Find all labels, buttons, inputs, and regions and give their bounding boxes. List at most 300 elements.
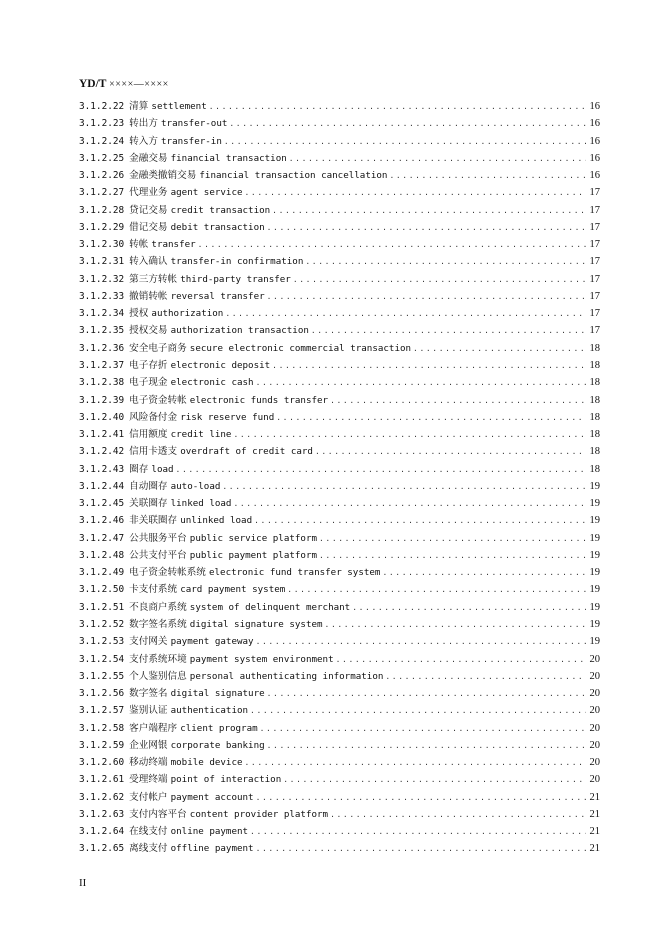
toc-entry-title [129, 771, 281, 788]
toc-entry-page: 16 [589, 135, 600, 147]
toc-entry[interactable] [79, 599, 600, 616]
toc-entry-title-zh: 公共支付平台 [129, 549, 187, 561]
toc-entry-page: 18 [589, 342, 600, 354]
toc-entry-title [129, 737, 264, 754]
toc-entry-number: 3.1.2.33 [79, 290, 125, 302]
toc-entry-number: 3.1.2.65 [79, 843, 125, 855]
toc-entry-page: 17 [589, 204, 600, 216]
toc-entry[interactable] [79, 530, 600, 547]
toc-entry-title-zh: 转出方 [129, 118, 158, 130]
toc-dot-leader [330, 392, 586, 409]
toc-dot-leader [225, 305, 586, 322]
toc-dot-leader [276, 409, 586, 426]
toc-entry-title-en: offline payment [170, 843, 254, 855]
toc-entry-title-zh: 非关联圈存 [129, 515, 178, 527]
toc-entry-title-en: reversal transfer [170, 290, 265, 302]
toc-dot-leader [245, 754, 586, 771]
toc-entry-number: 3.1.2.62 [79, 791, 125, 803]
toc-entry-title-zh: 贷记交易 [129, 204, 168, 216]
toc-entry-title [129, 409, 274, 426]
toc-dot-leader [222, 478, 586, 495]
toc-dot-leader [267, 219, 586, 236]
toc-entry-title [129, 271, 291, 288]
toc-entry-title-zh: 撤销转帐 [129, 290, 168, 302]
standard-code: YD/T [79, 78, 107, 90]
toc-dot-leader [305, 253, 586, 270]
toc-entry-title-zh: 移动终端 [129, 757, 168, 769]
toc-entry-title [129, 184, 242, 201]
toc-entry-title [129, 789, 253, 806]
toc-entry-page: 19 [589, 567, 600, 579]
toc-entry-page: 17 [589, 256, 600, 268]
toc-entry-page: 20 [589, 774, 600, 786]
toc-entry-title [129, 754, 242, 771]
page-number: II [79, 877, 87, 889]
toc-entry[interactable] [79, 840, 600, 857]
toc-entry-page: 19 [589, 498, 600, 510]
toc-entry-title [129, 720, 257, 737]
toc-entry-title [129, 599, 350, 616]
toc-dot-leader [233, 495, 586, 512]
toc-entry-number: 3.1.2.30 [79, 239, 125, 251]
toc-entry-title [129, 495, 231, 512]
toc-entry[interactable] [79, 167, 600, 184]
toc-entry-title-zh: 不良商户系统 [129, 601, 187, 613]
toc-entry-number: 3.1.2.59 [79, 739, 125, 751]
toc-entry-title-zh: 企业网银 [129, 739, 168, 751]
toc-entry-title [129, 340, 411, 357]
toc-dot-leader [272, 357, 586, 374]
toc-entry-title-zh: 个人鉴别信息 [129, 670, 187, 682]
toc-entry-page: 21 [589, 791, 600, 803]
toc-entry-title [129, 823, 248, 840]
toc-entry-number: 3.1.2.35 [79, 325, 125, 337]
toc-entry-page: 19 [589, 532, 600, 544]
toc-entry-title [129, 253, 303, 270]
toc-entry[interactable] [79, 495, 600, 512]
toc-entry-page: 16 [589, 170, 600, 182]
toc-entry-page: 19 [589, 601, 600, 613]
toc-entry[interactable] [79, 133, 600, 150]
toc-entry-number: 3.1.2.47 [79, 532, 125, 544]
toc-entry[interactable] [79, 253, 600, 270]
toc-dot-leader [319, 530, 586, 547]
toc-entry-number: 3.1.2.57 [79, 705, 125, 717]
toc-entry-page: 19 [589, 480, 600, 492]
toc-entry-title-en: load [151, 463, 174, 475]
toc-entry[interactable] [79, 461, 600, 478]
toc-entry[interactable] [79, 616, 600, 633]
toc-entry-title-zh: 支付内容平台 [129, 808, 187, 820]
toc-entry[interactable] [79, 754, 600, 771]
toc-entry-title-en: mobile device [170, 757, 243, 769]
toc-entry-title-zh: 电子资金转帐系统 [129, 567, 206, 579]
toc-entry-number: 3.1.2.50 [79, 584, 125, 596]
toc-entry-title-zh: 代理业务 [129, 187, 168, 199]
toc-entry-title-zh: 支付帐户 [129, 791, 168, 803]
toc-entry[interactable] [79, 702, 600, 719]
toc-entry-title [129, 443, 313, 460]
toc-entry-title-zh: 转帐 [129, 239, 149, 251]
toc-entry-page: 20 [589, 670, 600, 682]
toc-entry-title [129, 478, 220, 495]
toc-entry-title [129, 840, 253, 857]
toc-entry-number: 3.1.2.54 [79, 653, 125, 665]
toc-entry[interactable] [79, 512, 600, 529]
toc-entry-number: 3.1.2.37 [79, 359, 125, 371]
toc-dot-leader [267, 288, 586, 305]
toc-entry[interactable] [79, 771, 600, 788]
toc-entry-title-zh: 信用卡透支 [129, 446, 178, 458]
toc-entry-page: 20 [589, 722, 600, 734]
toc-entry-title-en: transfer [151, 239, 196, 251]
toc-entry-title-en: third-party transfer [180, 273, 291, 285]
toc-dot-leader [283, 771, 586, 788]
toc-entry-page: 17 [589, 221, 600, 233]
toc-entry-title-en: payment account [170, 791, 254, 803]
toc-entry-title [129, 512, 252, 529]
toc-entry-number: 3.1.2.26 [79, 170, 125, 182]
toc-dot-leader [315, 443, 586, 460]
toc-entry-page: 20 [589, 739, 600, 751]
toc-entry-number: 3.1.2.45 [79, 498, 125, 510]
toc-entry-number: 3.1.2.56 [79, 688, 125, 700]
toc-entry-number: 3.1.2.27 [79, 187, 125, 199]
toc-entry-title-en: credit line [170, 429, 232, 441]
toc-entry[interactable] [79, 305, 600, 322]
toc-entry-title-zh: 自动圈存 [129, 480, 168, 492]
toc-entry[interactable] [79, 409, 600, 426]
toc-entry[interactable] [79, 392, 600, 409]
toc-entry-page: 19 [589, 618, 600, 630]
toc-entry-page: 17 [589, 325, 600, 337]
toc-dot-leader [256, 789, 586, 806]
toc-entry[interactable] [79, 823, 600, 840]
toc-entry-page: 21 [589, 808, 600, 820]
toc-entry-title-en: risk reserve fund [180, 411, 275, 423]
toc-entry-number: 3.1.2.23 [79, 118, 125, 130]
toc-dot-leader [233, 426, 586, 443]
toc-entry-page: 19 [589, 584, 600, 596]
toc-entry-title-en: personal authenticating information [189, 670, 384, 682]
toc-entry-page: 19 [589, 549, 600, 561]
toc-entry-title [129, 668, 383, 685]
toc-entry-title [129, 236, 196, 253]
toc-dot-leader [209, 98, 586, 115]
toc-entry-title [129, 685, 264, 702]
toc-entry-title-en: digital signature system [189, 618, 323, 630]
toc-entry-title [129, 150, 287, 167]
toc-dot-leader [250, 702, 586, 719]
toc-entry-title [129, 651, 333, 668]
toc-entry-number: 3.1.2.49 [79, 567, 125, 579]
toc-entry[interactable] [79, 426, 600, 443]
toc-entry-title [129, 219, 264, 236]
toc-entry-title-en: authorization [151, 308, 224, 320]
toc-dot-leader [256, 633, 586, 650]
toc-entry-title [129, 202, 270, 219]
toc-entry-title [129, 288, 264, 305]
toc-dot-leader [176, 461, 586, 478]
toc-entry-number: 3.1.2.46 [79, 515, 125, 527]
toc-entry-title-en: electronic funds transfer [189, 394, 329, 406]
toc-entry-title-zh: 公共服务平台 [129, 532, 187, 544]
toc-entry-page: 16 [589, 101, 600, 112]
toc-entry-number: 3.1.2.41 [79, 429, 125, 441]
toc-entry-title-en: electronic cash [170, 377, 254, 389]
toc-dot-leader [389, 167, 586, 184]
toc-entry-page: 19 [589, 636, 600, 648]
toc-entry-page: 18 [589, 411, 600, 423]
toc-entry-page: 20 [589, 705, 600, 717]
toc-entry[interactable] [79, 98, 600, 115]
toc-entry-title-zh: 卡支付系统 [129, 584, 178, 596]
toc-dot-leader [256, 840, 586, 857]
toc-dot-leader [272, 202, 586, 219]
toc-entry-title-zh: 支付系统环境 [129, 653, 187, 665]
toc-entry-number: 3.1.2.29 [79, 221, 125, 233]
toc-dot-leader [256, 374, 586, 391]
toc-entry-number: 3.1.2.28 [79, 204, 125, 216]
toc-entry-title-en: corporate banking [170, 739, 265, 751]
toc-entry[interactable] [79, 478, 600, 495]
toc-entry-number: 3.1.2.22 [79, 101, 125, 112]
toc-dot-leader [229, 115, 586, 132]
toc-entry-page: 17 [589, 187, 600, 199]
toc-entry-title-en: unlinked load [180, 515, 253, 527]
toc-entry-title-en: overdraft of credit card [180, 446, 313, 458]
toc-entry-number: 3.1.2.42 [79, 446, 125, 458]
standard-number: ××××—×××× [109, 79, 169, 90]
toc-entry-page: 17 [589, 239, 600, 251]
toc-entry-title-en: settlement [151, 101, 207, 112]
toc-entry-page: 20 [589, 757, 600, 769]
toc-entry[interactable] [79, 789, 600, 806]
toc-entry-title [129, 167, 387, 184]
toc-entry-number: 3.1.2.34 [79, 308, 125, 320]
toc-entry[interactable] [79, 374, 600, 391]
toc-entry-page: 20 [589, 653, 600, 665]
toc-entry-title [129, 133, 222, 150]
toc-entry-number: 3.1.2.58 [79, 722, 125, 734]
toc-entry-title-zh: 第三方转帐 [129, 273, 178, 285]
toc-entry-title-zh: 电子资金转帐 [129, 394, 187, 406]
toc-entry-page: 17 [589, 273, 600, 285]
toc-entry[interactable] [79, 219, 600, 236]
toc-dot-leader [325, 616, 586, 633]
toc-entry-number: 3.1.2.39 [79, 394, 125, 406]
toc-dot-leader [352, 599, 586, 616]
toc-dot-leader [382, 564, 586, 581]
toc-entry-title-en: electronic deposit [170, 359, 271, 371]
toc-dot-leader [413, 340, 586, 357]
toc-entry[interactable] [79, 668, 600, 685]
toc-entry-title-zh: 金融交易 [129, 152, 168, 164]
toc-entry[interactable] [79, 737, 600, 754]
toc-entry-title [129, 530, 317, 547]
toc-dot-leader [293, 271, 586, 288]
toc-entry-title [129, 806, 328, 823]
toc-entry-title-en: credit transaction [170, 204, 271, 216]
toc-entry[interactable] [79, 357, 600, 374]
toc-entry-title-zh: 鉴别认证 [129, 705, 168, 717]
toc-entry-page: 17 [589, 308, 600, 320]
toc-entry-number: 3.1.2.61 [79, 774, 125, 786]
toc-entry-title-zh: 风险备付金 [129, 411, 178, 423]
toc-entry-number: 3.1.2.32 [79, 273, 125, 285]
toc-entry-title-en: financial transaction [170, 152, 287, 164]
toc-entry-title-zh: 关联圈存 [129, 498, 168, 510]
toc-entry-number: 3.1.2.51 [79, 601, 125, 613]
toc-entry-title-zh: 离线支付 [129, 843, 168, 855]
toc-entry-title-zh: 安全电子商务 [129, 342, 187, 354]
toc-entry-number: 3.1.2.24 [79, 135, 125, 147]
toc-entry-title [129, 564, 380, 581]
toc-entry-title-zh: 借记交易 [129, 221, 168, 233]
toc-entry-number: 3.1.2.25 [79, 152, 125, 164]
toc-entry-title-en: payment system environment [189, 653, 334, 665]
toc-entry-title-en: content provider platform [189, 808, 329, 820]
toc-dot-leader [330, 806, 586, 823]
toc-entry[interactable] [79, 633, 600, 650]
toc-entry-title [129, 115, 227, 132]
toc-entry-title-en: secure electronic commercial transaction [189, 342, 412, 354]
toc-entry-title [129, 98, 207, 115]
toc-entry-title-zh: 支付网关 [129, 636, 168, 648]
toc-entry-title-en: point of interaction [170, 774, 282, 786]
toc-entry-number: 3.1.2.43 [79, 463, 125, 475]
document-header [79, 78, 169, 90]
toc-entry-title-zh: 信用额度 [129, 429, 168, 441]
toc-dot-leader [289, 150, 586, 167]
toc-entry-title-zh: 转入确认 [129, 256, 168, 268]
toc-entry[interactable] [79, 685, 600, 702]
toc-entry-page: 21 [589, 826, 600, 838]
toc-entry[interactable] [79, 150, 600, 167]
toc-entry-title-zh: 授权交易 [129, 325, 168, 337]
toc-entry-title-zh: 电子现金 [129, 377, 168, 389]
toc-entry-number: 3.1.2.53 [79, 636, 125, 648]
toc-dot-leader [267, 685, 586, 702]
toc-entry-title-zh: 电子存折 [129, 359, 168, 371]
toc-entry[interactable] [79, 288, 600, 305]
toc-entry-title-en: auto-load [170, 480, 221, 492]
toc-entry-title [129, 392, 328, 409]
toc-dot-leader [254, 512, 586, 529]
toc-entry-title [129, 702, 248, 719]
toc-entry[interactable] [79, 271, 600, 288]
toc-entry-title-zh: 在线支付 [129, 826, 168, 838]
toc-entry[interactable] [79, 806, 600, 823]
toc-entry[interactable] [79, 547, 600, 564]
toc-dot-leader [319, 547, 586, 564]
toc-entry[interactable] [79, 720, 600, 737]
toc-entry-number: 3.1.2.44 [79, 480, 125, 492]
toc-entry-title [129, 461, 173, 478]
toc-entry-page: 18 [589, 359, 600, 371]
toc-dot-leader [287, 581, 586, 598]
toc-dot-leader [385, 668, 586, 685]
toc-entry-title [129, 581, 285, 598]
toc-entry-page: 19 [589, 515, 600, 527]
toc-entry-title-en: electronic fund transfer system [208, 567, 381, 579]
toc-entry[interactable] [79, 202, 600, 219]
toc-entry-page: 18 [589, 394, 600, 406]
toc-entry-title [129, 305, 223, 322]
toc-entry-title-en: debit transaction [170, 221, 265, 233]
toc-entry-number: 3.1.2.64 [79, 826, 125, 838]
toc-entry[interactable] [79, 443, 600, 460]
toc-entry-title-en: linked load [170, 498, 232, 510]
toc-entry-number: 3.1.2.31 [79, 256, 125, 268]
toc-entry-number: 3.1.2.52 [79, 618, 125, 630]
toc-entry-title [129, 616, 322, 633]
toc-entry-number: 3.1.2.63 [79, 808, 125, 820]
toc-entry-page: 18 [589, 446, 600, 458]
toc-entry-title-en: client program [180, 722, 258, 734]
toc-entry[interactable] [79, 340, 600, 357]
toc-entry[interactable] [79, 322, 600, 339]
toc-entry-page: 16 [589, 152, 600, 164]
toc-entry-page: 16 [589, 118, 600, 130]
toc-dot-leader [267, 737, 586, 754]
toc-entry-title-en: card payment system [180, 584, 286, 596]
toc-entry-title [129, 547, 317, 564]
toc-dot-leader [250, 823, 586, 840]
toc-entry-title [129, 374, 253, 391]
toc-entry-title-en: public service platform [189, 532, 318, 544]
toc-entry-title [129, 633, 253, 650]
toc-entry-number: 3.1.2.48 [79, 549, 125, 561]
toc-entry-title [129, 322, 309, 339]
toc-dot-leader [336, 651, 586, 668]
toc-dot-leader [198, 236, 586, 253]
toc-dot-leader [311, 322, 586, 339]
toc-dot-leader [260, 720, 586, 737]
toc-entry-title-en: agent service [170, 187, 243, 199]
toc-entry-title-zh: 清算 [129, 101, 149, 112]
toc-entry-page: 21 [589, 843, 600, 855]
toc-entry-title-en: financial transaction cancellation [199, 170, 388, 182]
toc-entry-title-en: payment gateway [170, 636, 254, 648]
toc-entry[interactable] [79, 581, 600, 598]
toc-entry-number: 3.1.2.55 [79, 670, 125, 682]
toc-entry-page: 18 [589, 377, 600, 389]
toc-dot-leader [245, 184, 586, 201]
toc-dot-leader [224, 133, 586, 150]
toc-entry[interactable] [79, 651, 600, 668]
toc-entry-title-zh: 授权 [129, 308, 149, 320]
toc-entry-page: 18 [589, 429, 600, 441]
toc-entry-title-en: authorization transaction [170, 325, 309, 337]
toc-entry-number: 3.1.2.38 [79, 377, 125, 389]
toc-entry-title-en: online payment [170, 826, 249, 838]
toc-entry-title-en: system of delinquent merchant [189, 601, 351, 613]
toc-entry[interactable] [79, 184, 600, 201]
toc-entry[interactable] [79, 236, 600, 253]
toc-entry-title-zh: 数字签名 [129, 688, 168, 700]
toc-entry[interactable] [79, 564, 600, 581]
toc-entry-page: 17 [589, 290, 600, 302]
toc-entry-number: 3.1.2.36 [79, 342, 125, 354]
toc-entry[interactable] [79, 115, 600, 132]
toc-entry-title-en: transfer-in [161, 135, 222, 147]
toc-entry-title [129, 426, 231, 443]
toc-entry-title-en: authentication [170, 705, 249, 717]
toc-entry-title-en: public payment platform [189, 549, 318, 561]
toc-entry-title-zh: 数字签名系统 [129, 618, 187, 630]
toc-entry-title-en: transfer-out [161, 118, 228, 130]
